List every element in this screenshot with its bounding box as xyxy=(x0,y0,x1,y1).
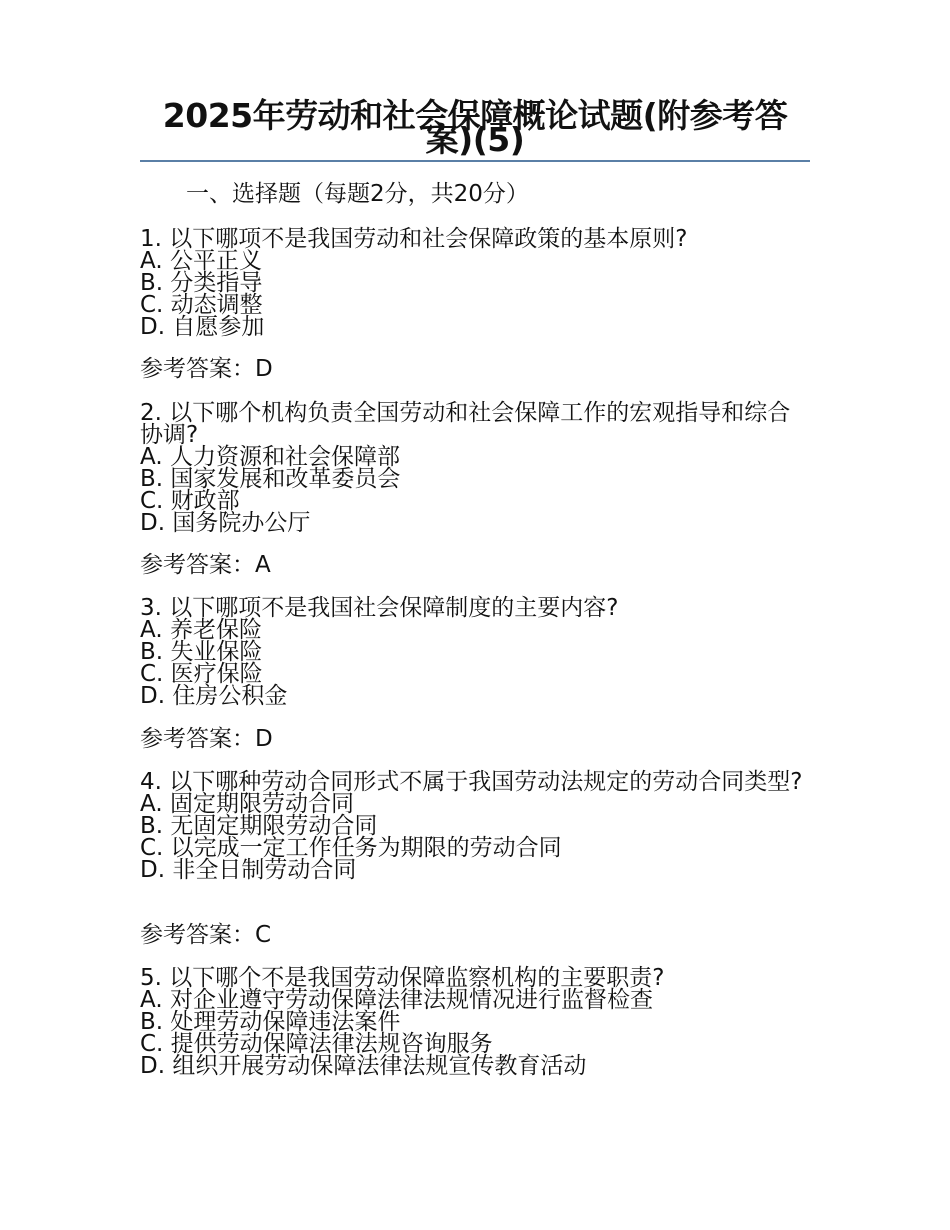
option-a: A. 人力资源和社会保障部 xyxy=(140,444,400,470)
question-stem: 3. 以下哪项不是我国社会保障制度的主要内容? xyxy=(140,595,619,621)
option-a: A. 固定期限劳动合同 xyxy=(140,791,354,817)
option-b: B. 国家发展和改革委员会 xyxy=(140,466,401,492)
option-b: B. 分类指导 xyxy=(140,270,263,296)
question-stem: 4. 以下哪种劳动合同形式不属于我国劳动法规定的劳动合同类型? xyxy=(140,769,803,795)
option-c: C. 动态调整 xyxy=(140,292,263,318)
question-5 xyxy=(140,967,810,1077)
option-a: A. 对企业遵守劳动保障法律法规情况进行监督检查 xyxy=(140,987,653,1013)
option-d: D. 住房公积金 xyxy=(140,683,288,709)
answer-2: 参考答案：A xyxy=(140,552,271,578)
title-underline xyxy=(140,160,810,162)
question-stem: 1. 以下哪项不是我国劳动和社会保障政策的基本原则? xyxy=(140,226,688,252)
question-stem: 2. 以下哪个机构负责全国劳动和社会保障工作的宏观指导和综合协调? xyxy=(140,400,791,448)
option-c: C. 财政部 xyxy=(140,488,240,514)
question-2 xyxy=(140,402,810,534)
option-c: C. 提供劳动保障法律法规咨询服务 xyxy=(140,1031,493,1057)
question-stem: 5. 以下哪个不是我国劳动保障监察机构的主要职责? xyxy=(140,965,665,991)
option-d: D. 非全日制劳动合同 xyxy=(140,857,357,883)
option-a: A. 公平正义 xyxy=(140,248,262,274)
question-1 xyxy=(140,228,810,338)
option-d: D. 组织开展劳动保障法律法规宣传教育活动 xyxy=(140,1053,587,1079)
section-heading: 一、选择题（每题2分，共20分） xyxy=(186,181,529,207)
document-title: 2025年劳动和社会保障概论试题(附参考答案)(5) xyxy=(162,96,788,159)
option-c: C. 以完成一定工作任务为期限的劳动合同 xyxy=(140,835,562,861)
answer-1: 参考答案：D xyxy=(140,356,273,382)
answer-3: 参考答案：D xyxy=(140,726,273,752)
option-b: B. 无固定期限劳动合同 xyxy=(140,813,378,839)
option-d: D. 国务院办公厅 xyxy=(140,510,311,536)
option-b: B. 失业保险 xyxy=(140,639,263,665)
option-d: D. 自愿参加 xyxy=(140,314,265,340)
option-c: C. 医疗保险 xyxy=(140,661,263,687)
option-b: B. 处理劳动保障违法案件 xyxy=(140,1009,401,1035)
question-3 xyxy=(140,597,810,707)
option-a: A. 养老保险 xyxy=(140,617,262,643)
answer-4: 参考答案：C xyxy=(140,922,272,948)
question-4 xyxy=(140,771,810,881)
